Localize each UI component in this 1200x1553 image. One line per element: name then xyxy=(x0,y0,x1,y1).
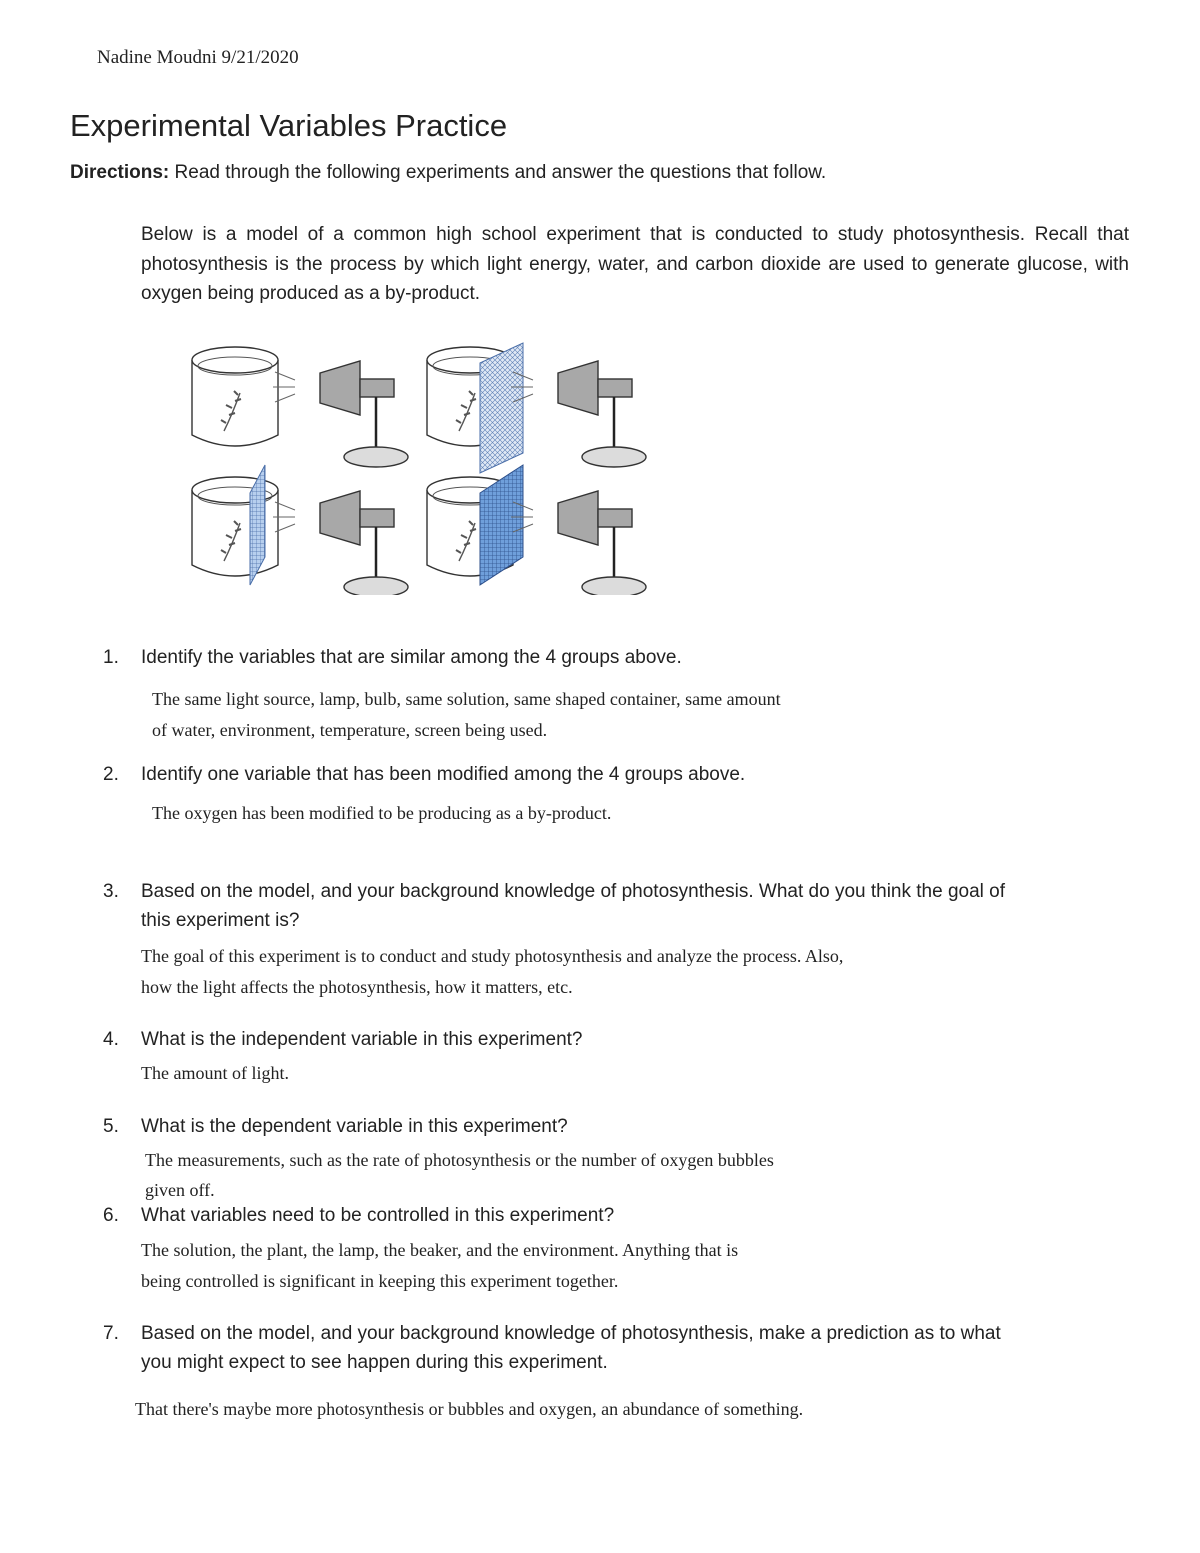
question-text: Identify one variable that has been modified among the 4 groups above. xyxy=(141,764,746,785)
answer-1-line-1: The same light source, lamp, bulb, same solution, same shaped container, same amount xyxy=(152,689,781,709)
setup-medium-screen xyxy=(192,465,408,595)
directions xyxy=(70,162,826,184)
answer-3-line-2: how the light affects the photosynthesis, how it matters, etc. xyxy=(141,977,573,997)
question-number: 5. xyxy=(103,1116,119,1137)
author-date-header: Nadine Moudni 9/21/2020 xyxy=(97,47,299,68)
question-number: 6. xyxy=(103,1205,119,1226)
answer-6-line-1: The solution, the plant, the lamp, the beaker, and the environment. Anything that is xyxy=(141,1240,739,1260)
page-title: Experimental Variables Practice xyxy=(70,108,508,143)
intro-paragraph: Below is a model of a common high school experiment that is conducted to study photosynthesis. Recall that photosynthesis is the process by which light energy, water, and carbon dioxide are used to generate glucose, with oxygen being produced as a by-product. xyxy=(141,224,1129,304)
setup-light-screen xyxy=(427,343,646,473)
directions-text: Read through the following experiments and answer the questions that follow. xyxy=(169,162,827,183)
answer-7-line-1: That there's maybe more photosynthesis or bubbles and oxygen, an abundance of something. xyxy=(135,1399,804,1419)
answer-5-line-2: given off. xyxy=(145,1180,215,1200)
question-number: 3. xyxy=(103,881,119,902)
question-7-text-line-2: you might expect to see happen during this experiment. xyxy=(141,1352,608,1373)
question-text: What is the dependent variable in this experiment? xyxy=(141,1116,568,1137)
directions-label: Directions: xyxy=(70,162,170,183)
answer-4-line-1: The amount of light. xyxy=(141,1063,289,1083)
question-number: 4. xyxy=(103,1029,119,1050)
setup-dark-screen xyxy=(427,465,646,595)
question-text-line-1: Based on the model, and your background knowledge of photosynthesis. What do you think the goal of xyxy=(141,881,1006,902)
question-text: Identify the variables that are similar among the 4 groups above. xyxy=(141,647,682,668)
experiment-diagram xyxy=(180,335,660,595)
answer-6-line-2: being controlled is significant in keeping this experiment together. xyxy=(141,1271,619,1291)
question-number: 2. xyxy=(103,764,119,785)
setup-no-screen xyxy=(192,347,408,467)
question-text-line-1: Based on the model, and your background knowledge of photosynthesis, make a prediction as to what xyxy=(141,1323,1001,1344)
question-3-text-line-2: this experiment is? xyxy=(141,910,300,931)
question-text: What is the independent variable in this experiment? xyxy=(141,1029,583,1050)
question-text: What variables need to be controlled in this experiment? xyxy=(141,1205,615,1226)
question-number: 1. xyxy=(103,647,119,668)
answer-5-line-1: The measurements, such as the rate of photosynthesis or the number of oxygen bubbles xyxy=(145,1150,774,1170)
answer-3-line-1: The goal of this experiment is to conduct and study photosynthesis and analyze the process. Also, xyxy=(141,946,844,966)
question-number: 7. xyxy=(103,1323,119,1344)
answer-1-line-2: of water, environment, temperature, screen being used. xyxy=(152,720,548,740)
answer-2-line-1: The oxygen has been modified to be producing as a by-product. xyxy=(152,803,612,823)
